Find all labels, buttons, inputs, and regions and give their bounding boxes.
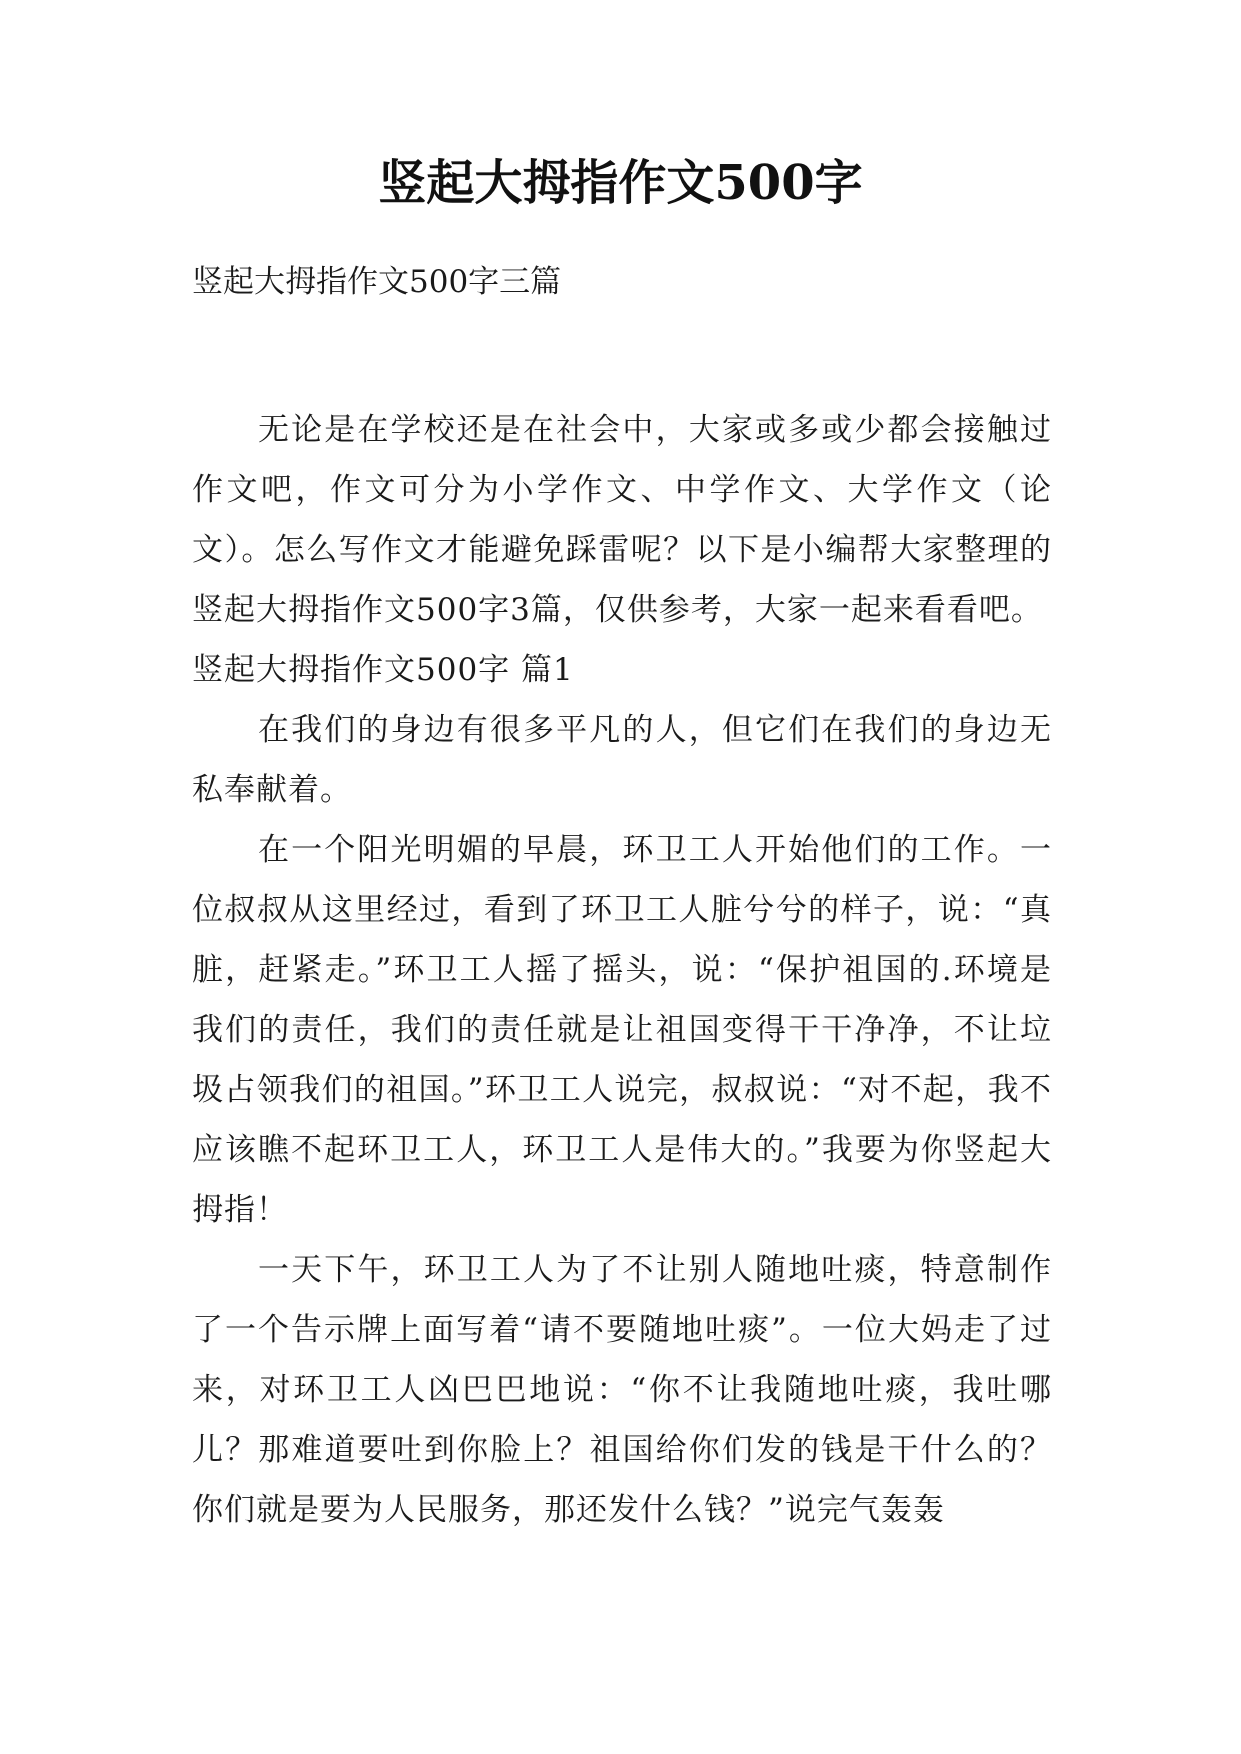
document-subtitle: 竖起大拇指作文500字三篇 xyxy=(192,264,562,300)
body-paragraph: 在我们的身边有很多平凡的人，但它们在我们的身边无私奉献着。 xyxy=(192,712,1052,808)
document-title: 竖起大拇指作文500字 xyxy=(378,155,863,211)
section-heading: 竖起大拇指作文500字 篇1 xyxy=(192,652,574,688)
intro-paragraph: 无论是在学校还是在社会中，大家或多或少都会接触过作文吧，作文可分为小学作文、中学作文、大学作文（论文）。怎么写作文才能避免踩雷呢？以下是小编帮大家整理的竖起大拇指作文500字3篇，仅供参考，大家一起来看看吧。 xyxy=(192,412,1052,628)
document-body xyxy=(192,400,1052,1540)
body-paragraph: 在一个阳光明媚的早晨，环卫工人开始他们的工作。一位叔叔从这里经过，看到了环卫工人脏兮兮的样子，说：“真脏，赶紧走。”环卫工人摇了摇头，说：“保护祖国的.环境是我们的责任，我们的责任就是让祖国变得干干净净，不让垃圾占领我们的祖国。”环卫工人说完，叔叔说：“对不起，我不应该瞧不起环卫工人，环卫工人是伟大的。”我要为你竖起大拇指！ xyxy=(192,832,1052,1228)
body-paragraph: 一天下午，环卫工人为了不让别人随地吐痰，特意制作了一个告示牌上面写着“请不要随地吐痰”。一位大妈走了过来，对环卫工人凶巴巴地说：“你不让我随地吐痰，我吐哪儿？那难道要吐到你脸上？祖国给你们发的钱是干什么的？你们就是要为人民服务，那还发什么钱？”说完气轰轰 xyxy=(192,1252,1052,1528)
